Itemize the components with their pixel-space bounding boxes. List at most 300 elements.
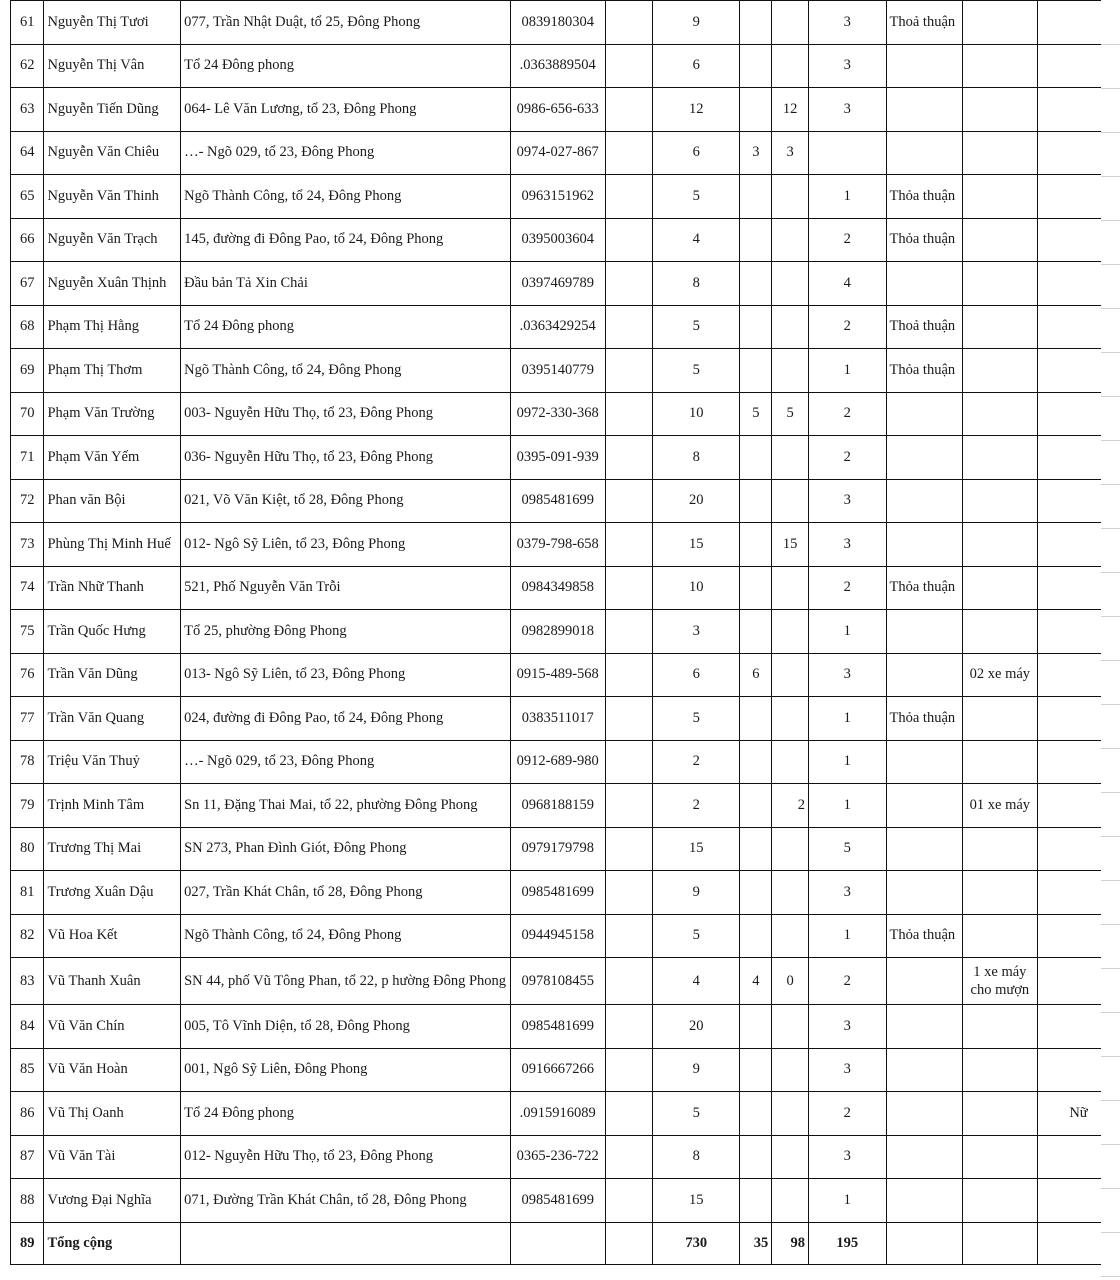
cell-c1: 2 bbox=[652, 784, 739, 828]
cell-c3 bbox=[772, 262, 809, 306]
cell-c4: 1 bbox=[808, 697, 886, 741]
cell-address: SN 273, Phan Đình Giót, Đông Phong bbox=[181, 827, 511, 871]
gridline bbox=[1101, 968, 1120, 969]
table-row bbox=[11, 479, 1120, 523]
cell-c4: 1 bbox=[808, 784, 886, 828]
cell-c2 bbox=[740, 262, 772, 306]
cell-stt: 87 bbox=[11, 1135, 44, 1179]
cell-blank bbox=[605, 218, 652, 262]
cell-note2 bbox=[962, 392, 1037, 436]
gridline bbox=[1101, 264, 1120, 265]
cell-c1: 5 bbox=[652, 349, 739, 393]
cell-address: Tổ 25, phường Đông Phong bbox=[181, 610, 511, 654]
gridline bbox=[1101, 1056, 1120, 1057]
cell-note bbox=[886, 1179, 962, 1223]
cell-name: Nguyễn Văn Trạch bbox=[44, 218, 181, 262]
cell-stt: 75 bbox=[11, 610, 44, 654]
cell-c4: 1 bbox=[808, 175, 886, 219]
cell-name: Nguyễn Tiến Dũng bbox=[44, 88, 181, 132]
gridline bbox=[1101, 836, 1120, 837]
cell-c1: 8 bbox=[652, 436, 739, 480]
cell-blank bbox=[886, 1222, 962, 1264]
cell-note2: 01 xe máy bbox=[962, 784, 1037, 828]
cell-name: Nguyễn Thị Vân bbox=[44, 44, 181, 88]
table-row bbox=[11, 1048, 1120, 1092]
cell-stt: 79 bbox=[11, 784, 44, 828]
cell-phone: 0379-798-658 bbox=[510, 523, 605, 567]
cell-c2 bbox=[740, 1, 772, 45]
table-body bbox=[11, 1, 1120, 1265]
cell-c3 bbox=[772, 218, 809, 262]
cell-blank bbox=[605, 44, 652, 88]
cell-name: Phạm Văn Trường bbox=[44, 392, 181, 436]
table-row bbox=[11, 566, 1120, 610]
cell-c1: 15 bbox=[652, 1179, 739, 1223]
cell-name: Trần Văn Dũng bbox=[44, 653, 181, 697]
table-row bbox=[11, 436, 1120, 480]
cell-c2 bbox=[740, 305, 772, 349]
cell-c1: 9 bbox=[652, 1, 739, 45]
cell-stt: 74 bbox=[11, 566, 44, 610]
table-row bbox=[11, 1, 1120, 45]
cell-name: Vũ Hoa Kết bbox=[44, 914, 181, 958]
table-row bbox=[11, 1179, 1120, 1223]
cell-address: 005, Tô Vĩnh Diện, tổ 28, Đông Phong bbox=[181, 1005, 511, 1049]
cell-address: 071, Đường Trần Khát Chân, tổ 28, Đông Phong bbox=[181, 1179, 511, 1223]
cell-c4: 2 bbox=[808, 218, 886, 262]
cell-phone: 0395140779 bbox=[510, 349, 605, 393]
cell-name: Nguyễn Thị Tươi bbox=[44, 1, 181, 45]
cell-address: SN 44, phố Vũ Tông Phan, tổ 22, p hường Đông Phong bbox=[181, 958, 511, 1005]
cell-blank bbox=[605, 305, 652, 349]
cell-blank bbox=[605, 653, 652, 697]
cell-blank bbox=[181, 1222, 511, 1264]
cell-note bbox=[886, 44, 962, 88]
cell-blank bbox=[605, 349, 652, 393]
cell-note2 bbox=[962, 175, 1037, 219]
cell-c2 bbox=[740, 827, 772, 871]
table-row bbox=[11, 1135, 1120, 1179]
cell-note: Thỏa thuận bbox=[886, 566, 962, 610]
total-c3: 98 bbox=[772, 1222, 809, 1264]
cell-address: 145, đường đi Đông Pao, tổ 24, Đông Phong bbox=[181, 218, 511, 262]
cell-note bbox=[886, 392, 962, 436]
table-row bbox=[11, 914, 1120, 958]
cell-c3: 3 bbox=[772, 131, 809, 175]
cell-address: Sn 11, Đặng Thai Mai, tổ 22, phường Đông Phong bbox=[181, 784, 511, 828]
cell-c1: 4 bbox=[652, 958, 739, 1005]
cell-stt: 83 bbox=[11, 958, 44, 1005]
cell-c1: 5 bbox=[652, 305, 739, 349]
gridline bbox=[1101, 484, 1120, 485]
cell-note2 bbox=[962, 1048, 1037, 1092]
cell-c1: 12 bbox=[652, 88, 739, 132]
total-stt: 89 bbox=[11, 1222, 44, 1264]
cell-stt: 86 bbox=[11, 1092, 44, 1136]
gridline bbox=[1101, 440, 1120, 441]
cell-c1: 5 bbox=[652, 914, 739, 958]
cell-c4: 1 bbox=[808, 349, 886, 393]
cell-blank bbox=[605, 1092, 652, 1136]
cell-phone: 0916667266 bbox=[510, 1048, 605, 1092]
cell-c3 bbox=[772, 610, 809, 654]
cell-note: Thỏa thuận bbox=[886, 914, 962, 958]
cell-phone: 0395003604 bbox=[510, 218, 605, 262]
cell-name: Nguyễn Xuân Thịnh bbox=[44, 262, 181, 306]
cell-name: Vũ Văn Hoàn bbox=[44, 1048, 181, 1092]
cell-c1: 6 bbox=[652, 653, 739, 697]
cell-c3 bbox=[772, 1, 809, 45]
cell-c2 bbox=[740, 1179, 772, 1223]
cell-name: Vương Đại Nghĩa bbox=[44, 1179, 181, 1223]
cell-c4: 1 bbox=[808, 914, 886, 958]
cell-address: 021, Võ Văn Kiệt, tổ 28, Đông Phong bbox=[181, 479, 511, 523]
cell-blank bbox=[605, 1222, 652, 1264]
cell-name: Nguyễn Văn Thinh bbox=[44, 175, 181, 219]
cell-address: Tổ 24 Đông phong bbox=[181, 305, 511, 349]
total-c2: 35 bbox=[740, 1222, 772, 1264]
cell-c4: 1 bbox=[808, 1179, 886, 1223]
cell-address: Ngõ Thành Công, tổ 24, Đông Phong bbox=[181, 914, 511, 958]
cell-c1: 5 bbox=[652, 1092, 739, 1136]
table-row bbox=[11, 392, 1120, 436]
cell-note: Thỏa thuận bbox=[886, 697, 962, 741]
cell-extra: Nữ bbox=[1038, 1092, 1120, 1136]
cell-stt: 67 bbox=[11, 262, 44, 306]
cell-address: 012- Ngô Sỹ Liên, tổ 23, Đông Phong bbox=[181, 523, 511, 567]
table-row bbox=[11, 218, 1120, 262]
cell-c4: 3 bbox=[808, 1, 886, 45]
cell-phone: 0985481699 bbox=[510, 1179, 605, 1223]
cell-phone: 0979179798 bbox=[510, 827, 605, 871]
table-row bbox=[11, 305, 1120, 349]
cell-c1: 6 bbox=[652, 131, 739, 175]
cell-stt: 73 bbox=[11, 523, 44, 567]
cell-phone: 0982899018 bbox=[510, 610, 605, 654]
cell-stt: 85 bbox=[11, 1048, 44, 1092]
cell-phone: 0944945158 bbox=[510, 914, 605, 958]
total-c1: 730 bbox=[652, 1222, 739, 1264]
cell-phone: 0985481699 bbox=[510, 871, 605, 915]
cell-note2 bbox=[962, 523, 1037, 567]
cell-phone: 0839180304 bbox=[510, 1, 605, 45]
cell-blank bbox=[605, 914, 652, 958]
cell-name: Phùng Thị Minh Huế bbox=[44, 523, 181, 567]
cell-note bbox=[886, 1092, 962, 1136]
gridline bbox=[1101, 528, 1120, 529]
cell-note2 bbox=[962, 262, 1037, 306]
gridline bbox=[1101, 1012, 1120, 1013]
cell-c4: 1 bbox=[808, 610, 886, 654]
total-label: Tổng cộng bbox=[44, 1222, 181, 1264]
cell-address: 024, đường đi Đông Pao, tổ 24, Đông Phong bbox=[181, 697, 511, 741]
cell-c4: 2 bbox=[808, 1092, 886, 1136]
total-c4: 195 bbox=[808, 1222, 886, 1264]
gridline bbox=[1101, 220, 1120, 221]
cell-stt: 68 bbox=[11, 305, 44, 349]
cell-name: Vũ Thanh Xuân bbox=[44, 958, 181, 1005]
sheet-edge-gridlines bbox=[1101, 0, 1120, 1280]
cell-note: Thỏa thuận bbox=[886, 218, 962, 262]
cell-phone: .0363889504 bbox=[510, 44, 605, 88]
table-row bbox=[11, 175, 1120, 219]
cell-address: Tổ 24 Đông phong bbox=[181, 44, 511, 88]
cell-blank bbox=[605, 131, 652, 175]
cell-c4: 2 bbox=[808, 566, 886, 610]
cell-c4: 3 bbox=[808, 479, 886, 523]
cell-blank bbox=[605, 479, 652, 523]
cell-address: 003- Nguyễn Hữu Thọ, tổ 23, Đông Phong bbox=[181, 392, 511, 436]
cell-c3 bbox=[772, 479, 809, 523]
cell-c3 bbox=[772, 1005, 809, 1049]
cell-blank bbox=[605, 1005, 652, 1049]
cell-address: Đầu bản Tả Xin Chải bbox=[181, 262, 511, 306]
cell-c1: 15 bbox=[652, 523, 739, 567]
cell-c3 bbox=[772, 1135, 809, 1179]
cell-address: Ngõ Thành Công, tổ 24, Đông Phong bbox=[181, 175, 511, 219]
cell-note bbox=[886, 262, 962, 306]
cell-blank bbox=[605, 827, 652, 871]
cell-note2 bbox=[962, 1005, 1037, 1049]
cell-note2 bbox=[962, 871, 1037, 915]
cell-c2 bbox=[740, 349, 772, 393]
cell-c2 bbox=[740, 1005, 772, 1049]
cell-blank bbox=[605, 1, 652, 45]
gridline bbox=[1101, 396, 1120, 397]
cell-stt: 82 bbox=[11, 914, 44, 958]
cell-c3 bbox=[772, 305, 809, 349]
cell-note2 bbox=[962, 1092, 1037, 1136]
cell-c2: 6 bbox=[740, 653, 772, 697]
table-row bbox=[11, 740, 1120, 784]
cell-address: 001, Ngô Sỹ Liên, Đông Phong bbox=[181, 1048, 511, 1092]
cell-c1: 10 bbox=[652, 392, 739, 436]
gridline bbox=[1101, 88, 1120, 89]
gridline bbox=[1101, 616, 1120, 617]
table-row bbox=[11, 784, 1120, 828]
cell-stt: 62 bbox=[11, 44, 44, 88]
cell-stt: 81 bbox=[11, 871, 44, 915]
cell-phone: 0972-330-368 bbox=[510, 392, 605, 436]
table-row bbox=[11, 610, 1120, 654]
cell-address: 013- Ngô Sỹ Liên, tổ 23, Đông Phong bbox=[181, 653, 511, 697]
cell-note2 bbox=[962, 479, 1037, 523]
cell-blank bbox=[605, 610, 652, 654]
cell-c4: 4 bbox=[808, 262, 886, 306]
cell-c2 bbox=[740, 218, 772, 262]
cell-c4: 3 bbox=[808, 523, 886, 567]
table-row bbox=[11, 523, 1120, 567]
cell-c2 bbox=[740, 1135, 772, 1179]
table-row bbox=[11, 871, 1120, 915]
cell-note bbox=[886, 479, 962, 523]
cell-note2: 1 xe máy cho mượn bbox=[962, 958, 1037, 1005]
cell-note bbox=[886, 827, 962, 871]
cell-name: Trần Quốc Hưng bbox=[44, 610, 181, 654]
cell-stt: 69 bbox=[11, 349, 44, 393]
cell-note2 bbox=[962, 914, 1037, 958]
cell-c4: 2 bbox=[808, 958, 886, 1005]
cell-c4: 2 bbox=[808, 392, 886, 436]
cell-address: 027, Trần Khát Chân, tổ 28, Đông Phong bbox=[181, 871, 511, 915]
cell-c3 bbox=[772, 436, 809, 480]
cell-phone: 0915-489-568 bbox=[510, 653, 605, 697]
cell-c4: 1 bbox=[808, 740, 886, 784]
table-row bbox=[11, 958, 1120, 1005]
cell-phone: 0912-689-980 bbox=[510, 740, 605, 784]
cell-c3: 12 bbox=[772, 88, 809, 132]
cell-note bbox=[886, 740, 962, 784]
cell-c3 bbox=[772, 653, 809, 697]
cell-phone: 0984349858 bbox=[510, 566, 605, 610]
cell-c4 bbox=[808, 131, 886, 175]
cell-c2 bbox=[740, 914, 772, 958]
table-row bbox=[11, 349, 1120, 393]
cell-phone: .0915916089 bbox=[510, 1092, 605, 1136]
cell-stt: 84 bbox=[11, 1005, 44, 1049]
cell-stt: 78 bbox=[11, 740, 44, 784]
cell-c1: 6 bbox=[652, 44, 739, 88]
cell-name: Trần Nhữ Thanh bbox=[44, 566, 181, 610]
cell-c4: 5 bbox=[808, 827, 886, 871]
cell-note2 bbox=[962, 1, 1037, 45]
cell-c2 bbox=[740, 871, 772, 915]
cell-name: Nguyễn Văn Chiêu bbox=[44, 131, 181, 175]
cell-c2 bbox=[740, 479, 772, 523]
gridline bbox=[1101, 792, 1120, 793]
cell-stt: 72 bbox=[11, 479, 44, 523]
cell-blank bbox=[605, 784, 652, 828]
cell-blank bbox=[605, 1135, 652, 1179]
total-row bbox=[11, 1222, 1120, 1264]
cell-c1: 10 bbox=[652, 566, 739, 610]
cell-note: Thoả thuận bbox=[886, 305, 962, 349]
cell-c3: 0 bbox=[772, 958, 809, 1005]
cell-c3 bbox=[772, 566, 809, 610]
cell-c2: 3 bbox=[740, 131, 772, 175]
cell-note2 bbox=[962, 131, 1037, 175]
cell-c2 bbox=[740, 697, 772, 741]
cell-stt: 80 bbox=[11, 827, 44, 871]
cell-blank bbox=[962, 1222, 1037, 1264]
cell-note2 bbox=[962, 610, 1037, 654]
cell-c2 bbox=[740, 566, 772, 610]
cell-stt: 64 bbox=[11, 131, 44, 175]
cell-name: Phạm Thị Thơm bbox=[44, 349, 181, 393]
table-row bbox=[11, 1005, 1120, 1049]
cell-c3 bbox=[772, 44, 809, 88]
cell-stt: 70 bbox=[11, 392, 44, 436]
cell-blank bbox=[605, 436, 652, 480]
cell-address: 036- Nguyễn Hữu Thọ, tổ 23, Đông Phong bbox=[181, 436, 511, 480]
cell-phone: 0985481699 bbox=[510, 1005, 605, 1049]
cell-blank bbox=[605, 566, 652, 610]
cell-c3 bbox=[772, 740, 809, 784]
cell-c4: 3 bbox=[808, 88, 886, 132]
table-row bbox=[11, 131, 1120, 175]
cell-c4: 3 bbox=[808, 1048, 886, 1092]
cell-phone: 0978108455 bbox=[510, 958, 605, 1005]
table-row bbox=[11, 44, 1120, 88]
cell-c4: 3 bbox=[808, 44, 886, 88]
cell-c2 bbox=[740, 784, 772, 828]
cell-name: Trương Thị Mai bbox=[44, 827, 181, 871]
cell-c2 bbox=[740, 523, 772, 567]
cell-note2 bbox=[962, 44, 1037, 88]
cell-c3 bbox=[772, 871, 809, 915]
cell-c1: 15 bbox=[652, 827, 739, 871]
cell-note: Thoả thuận bbox=[886, 1, 962, 45]
cell-c1: 9 bbox=[652, 1048, 739, 1092]
cell-note bbox=[886, 436, 962, 480]
gridline bbox=[1101, 1100, 1120, 1101]
cell-blank bbox=[605, 697, 652, 741]
cell-name: Trương Xuân Dậu bbox=[44, 871, 181, 915]
cell-stt: 88 bbox=[11, 1179, 44, 1223]
cell-note2 bbox=[962, 1135, 1037, 1179]
cell-phone: 0963151962 bbox=[510, 175, 605, 219]
cell-note2 bbox=[962, 218, 1037, 262]
cell-c2 bbox=[740, 1048, 772, 1092]
cell-c3: 5 bbox=[772, 392, 809, 436]
gridline bbox=[1101, 1144, 1120, 1145]
cell-note bbox=[886, 1048, 962, 1092]
gridline bbox=[1101, 352, 1120, 353]
cell-note bbox=[886, 1005, 962, 1049]
cell-c4: 2 bbox=[808, 305, 886, 349]
cell-address: 077, Trần Nhật Duật, tổ 25, Đông Phong bbox=[181, 1, 511, 45]
data-table bbox=[10, 0, 1120, 1265]
gridline bbox=[1101, 572, 1120, 573]
gridline bbox=[1101, 132, 1120, 133]
cell-name: Vũ Văn Tài bbox=[44, 1135, 181, 1179]
cell-note bbox=[886, 1135, 962, 1179]
gridline bbox=[1101, 1188, 1120, 1189]
cell-note2 bbox=[962, 436, 1037, 480]
cell-blank bbox=[605, 88, 652, 132]
cell-name: Trịnh Minh Tâm bbox=[44, 784, 181, 828]
cell-c1: 2 bbox=[652, 740, 739, 784]
cell-c1: 9 bbox=[652, 871, 739, 915]
cell-note bbox=[886, 131, 962, 175]
cell-c4: 2 bbox=[808, 436, 886, 480]
cell-c3: 2 bbox=[772, 784, 809, 828]
cell-note2 bbox=[962, 305, 1037, 349]
gridline bbox=[1101, 660, 1120, 661]
cell-c2 bbox=[740, 88, 772, 132]
gridline bbox=[1101, 1232, 1120, 1233]
cell-note2: 02 xe máy bbox=[962, 653, 1037, 697]
cell-address: Tổ 24 Đông phong bbox=[181, 1092, 511, 1136]
cell-address: …- Ngõ 029, tổ 23, Đông Phong bbox=[181, 131, 511, 175]
cell-phone: 0986-656-633 bbox=[510, 88, 605, 132]
gridline bbox=[1101, 308, 1120, 309]
cell-c2 bbox=[740, 610, 772, 654]
table-row bbox=[11, 1092, 1120, 1136]
table-row bbox=[11, 827, 1120, 871]
cell-note bbox=[886, 523, 962, 567]
cell-name: Triệu Văn Thuỷ bbox=[44, 740, 181, 784]
cell-stt: 71 bbox=[11, 436, 44, 480]
cell-note2 bbox=[962, 827, 1037, 871]
gridline bbox=[1101, 704, 1120, 705]
cell-note bbox=[886, 610, 962, 654]
cell-blank bbox=[605, 392, 652, 436]
cell-note: Thỏa thuận bbox=[886, 175, 962, 219]
cell-stt: 61 bbox=[11, 1, 44, 45]
cell-note2 bbox=[962, 740, 1037, 784]
cell-name: Phan văn Bội bbox=[44, 479, 181, 523]
